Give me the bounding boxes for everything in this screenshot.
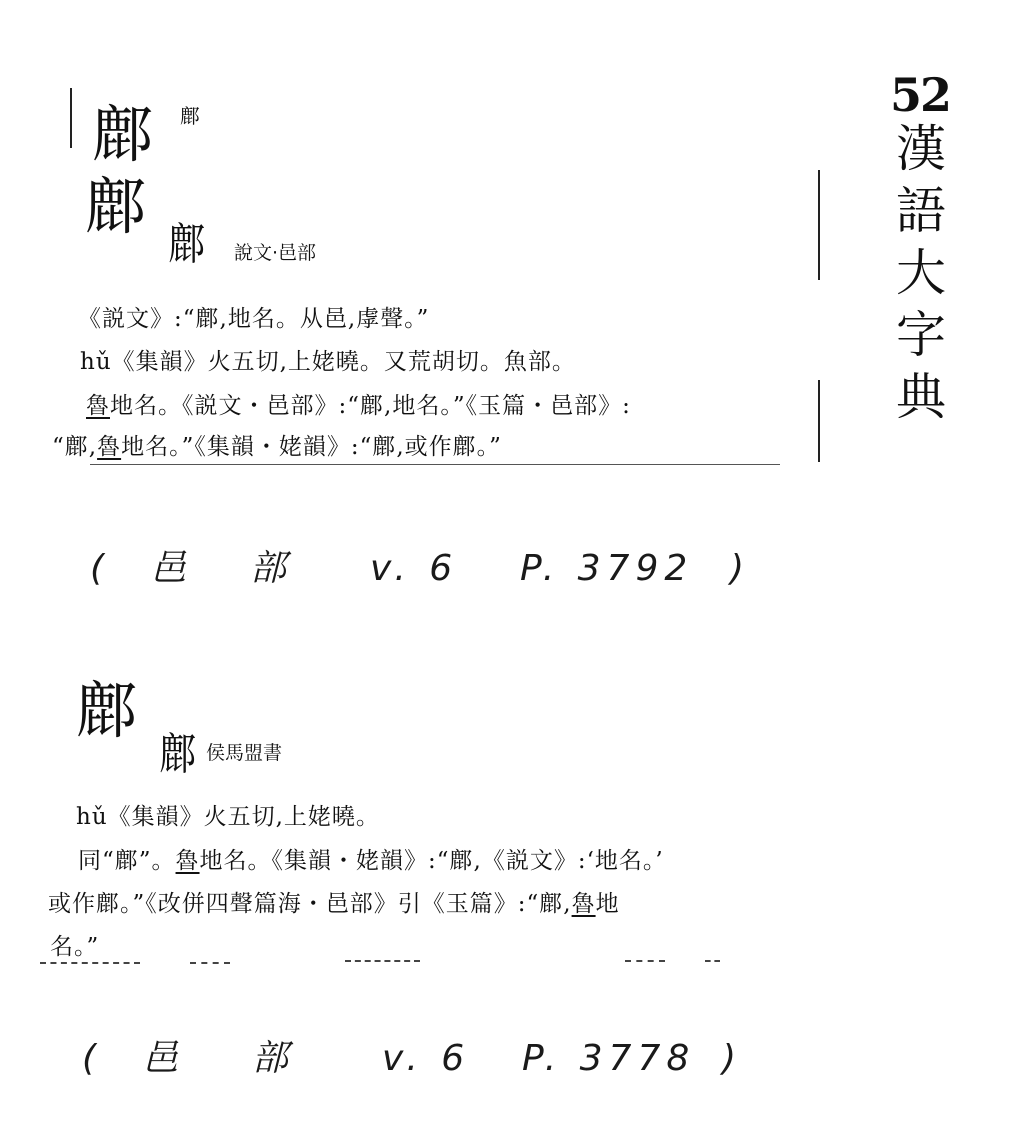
entry2-source: 侯馬盟書: [206, 742, 283, 764]
entry1-headword-variant: 鄜: [92, 98, 155, 171]
entry1-line-3: 魯地名。《説文・邑部》:“鄜,地名。”《玉篇・邑部》:: [86, 393, 631, 419]
entry1-line-4: “鄜,魯地名。”《集韻・姥韻》:“鄜,或作鄜。”: [52, 434, 502, 460]
entry2-line-2: 同“鄜”。魯地名。《集韻・姥韻》:“鄜,《説文》:‘地名。’: [78, 848, 664, 874]
entry1-variant-note: 鄜: [180, 104, 200, 128]
entry1-line4-underlined: 魯: [97, 434, 122, 460]
entry2-seal-script-glyph: 鄜: [159, 729, 197, 780]
right-margin-rule-top: [818, 170, 820, 280]
entry2-bottom-dash-5: [705, 960, 720, 962]
entry2-bottom-dash-2: [190, 962, 230, 964]
right-margin-rule-bottom: [818, 380, 820, 462]
entry2-line2-underlined: 魯: [175, 848, 200, 874]
entry2-handwritten-reference: ( 邑 部 v. 6 P. 3778 ): [82, 1038, 743, 1079]
entry1-bottom-rule: [90, 464, 780, 465]
entry2-line-4: 名。”: [50, 934, 100, 960]
entry2-line3-underlined: 魯: [571, 891, 596, 917]
entry1-source: 說文·邑部: [234, 242, 317, 264]
running-title: 漢語大字典: [896, 120, 946, 426]
entry2-bottom-dash-3: [345, 960, 420, 962]
entry1-line-2: hǔ《集韻》火五切,上姥曉。又荒胡切。魚部。: [80, 349, 576, 375]
entry2-line-3: 或作鄜。”《改併四聲篇海・邑部》引《玉篇》:“鄜,魯地: [48, 891, 620, 917]
entry2-headword: 鄜: [76, 674, 139, 747]
left-margin-rule: [70, 88, 72, 148]
entry1-line3-underlined: 魯: [86, 393, 110, 419]
entry2-bottom-dash-1: [40, 962, 140, 964]
entry2-bottom-dash-4: [625, 960, 665, 962]
entry1-headword: 鄜: [85, 170, 148, 243]
entry1-handwritten-reference: ( 邑 部 v. 6 P. 3792 ): [90, 548, 751, 589]
entry2-line-1: hǔ《集韻》火五切,上姥曉。: [76, 804, 380, 830]
page-number: 52: [890, 68, 951, 122]
entry1-seal-script-glyph: 鄜: [168, 219, 206, 270]
entry1-line-1: 《説文》:“鄜,地名。从邑,虖聲。”: [78, 306, 430, 332]
